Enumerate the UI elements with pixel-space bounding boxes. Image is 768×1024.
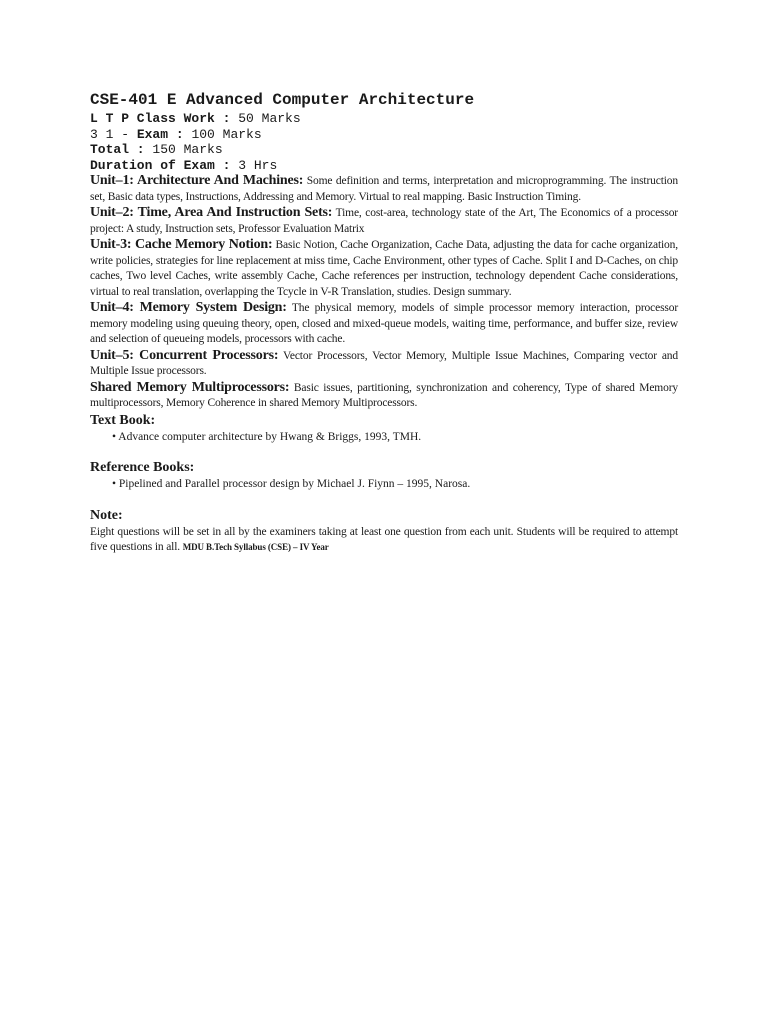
unit-text: Basic issues, partitioning, synchronization and coherency, Type of shared Memory multiprocessors, Memory Coherence in shared Memory Multiprocessors. (90, 381, 678, 409)
unit-heading: Unit–1: Architecture And Machines: (90, 173, 304, 188)
marks-line-class-work (90, 111, 678, 127)
course-title: CSE-401 E Advanced Computer Architecture (90, 91, 475, 109)
unit-heading: Unit–4: Memory System Design: (90, 300, 287, 315)
unit-heading: Unit-3: Cache Memory Notion: (90, 237, 273, 252)
marks-label: Exam : (136, 126, 184, 142)
marks-label: Duration of Exam : (90, 157, 231, 173)
note-heading: Note: (90, 507, 123, 523)
unit-4-section (90, 300, 678, 348)
marks-line-total (90, 142, 678, 158)
text-book-heading: Text Book: (90, 412, 156, 428)
text-book-item: • Advance computer architecture by Hwang & Briggs, 1993, TMH. (112, 430, 422, 443)
unit-1-section (90, 173, 678, 205)
marks-label: Total : (90, 142, 145, 157)
unit-5-section (90, 348, 678, 380)
unit-2-section (90, 205, 678, 237)
shared-memory-section (90, 380, 678, 412)
marks-line-exam (90, 127, 678, 143)
marks-line-duration (90, 158, 678, 174)
syllabus-footer-tag: MDU B.Tech Syllabus (CSE) – IV Year (182, 542, 329, 552)
marks-value: 50 Marks (238, 111, 301, 126)
unit-text: Some definition and terms, interpretation and microprogramming. The instruction set, Basic data types, Instructions, Addressing and Memory. Virtual to real mapping. Basic Instruction Timing. (90, 175, 678, 203)
note-text: Eight questions will be set in all by the examiners taking at least one question from each unit. Students will be required to attempt five questions in all. (90, 525, 678, 553)
reference-books-heading: Reference Books: (90, 460, 195, 475)
unit-text: Time, cost-area, technology state of the Art, The Economics of a processor project: A study, Instruction sets, Professor Evaluation Matrix (90, 207, 678, 235)
note-section (90, 525, 678, 556)
reference-book-item: • Pipelined and Parallel processor design by Michael J. Fiynn – 1995, Narosa. (112, 478, 471, 490)
unit-heading: Unit–5: Concurrent Processors: (90, 347, 279, 363)
unit-text: Vector Processors, Vector Memory, Multiple Issue Machines, Comparing vector and Multiple Issue processors. (90, 349, 678, 377)
unit-heading: Unit–2: Time, Area And Instruction Sets: (90, 205, 333, 220)
marks-value: 3 Hrs (238, 157, 278, 173)
marks-value: 100 Marks (191, 126, 262, 142)
marks-value: 150 Marks (152, 142, 223, 157)
marks-prefix: 3 1 - (90, 126, 130, 142)
marks-label: L T P Class Work : (90, 111, 231, 126)
unit-text: The physical memory, models of simple processor memory interaction, processor memory modeling using queuing theory, open, closed and mixed-queue models, waiting time, performance, and buffer size, review and selection of queueing models, processors with cache. (90, 302, 678, 345)
unit-heading: Shared Memory Multiprocessors: (90, 379, 290, 395)
unit-3-section (90, 237, 678, 300)
syllabus-document (90, 90, 678, 556)
unit-text: Basic Notion, Cache Organization, Cache Data, adjusting the data for cache organization, write policies, strategies for line replacement at miss time, Cache Environment, other types of Cache. Split I and D-Caches, on chip caches, Two level Caches, write assembly Cache, Cache references per instruction, technology dependent Cache considerations, virtual to real translation, overlapping the Tcycle in V-R Translation, studies. Design summary. (90, 239, 678, 298)
